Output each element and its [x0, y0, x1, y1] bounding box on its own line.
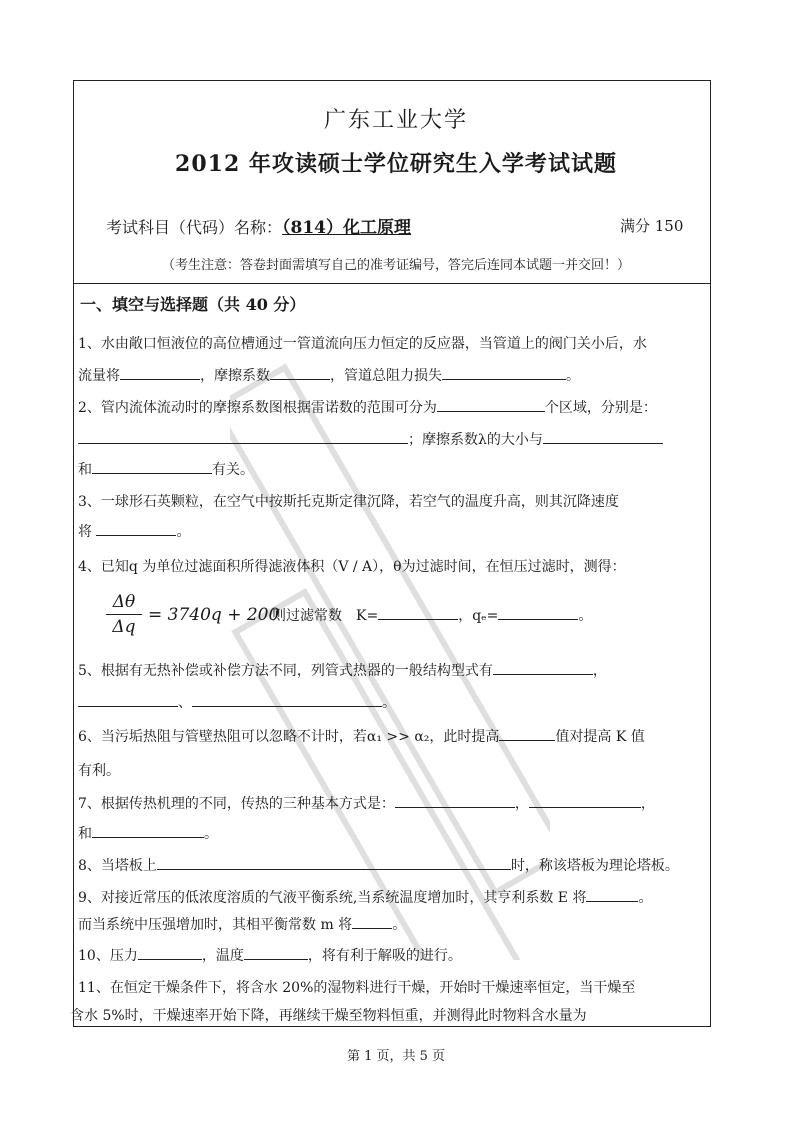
q1-text-d: 。	[566, 368, 580, 384]
q7-text-b: ，	[514, 796, 529, 812]
section-title: 一、填空与选择题（共 40 分）	[80, 295, 306, 314]
q4-line-1: 4、已知q 为单位过滤面积所得滤液体积（V / A），θ为过滤时间，在恒压过滤时，测得：	[78, 559, 626, 575]
q4-blank-qe[interactable]	[498, 605, 578, 620]
q2-blank-factor-2[interactable]	[92, 459, 212, 474]
q2-line-2	[78, 429, 663, 449]
subject-line	[106, 213, 411, 238]
q8-line	[78, 855, 679, 875]
q4-fraction-bar	[106, 614, 142, 615]
q7-blank-2[interactable]	[529, 793, 641, 808]
full-score: 满分 150	[620, 217, 684, 235]
q2-text-a: 2、管内流体流动时的摩擦系数图根据雷诺数的范围可分为	[78, 400, 437, 416]
q10-text-c: ，将有利于解吸的进行。	[307, 948, 462, 964]
q9-line-2	[78, 914, 406, 934]
q1-blank-friction[interactable]	[270, 365, 330, 380]
q7-blank-1[interactable]	[395, 793, 515, 808]
header-divider	[73, 283, 711, 284]
q1-text-b: ，摩擦系数	[200, 368, 270, 384]
q5-blank-1[interactable]	[493, 660, 593, 675]
q3-blank-velocity[interactable]	[96, 521, 176, 536]
subject-name: （814）化工原理	[282, 218, 412, 238]
q1-blank-loss[interactable]	[442, 365, 566, 380]
q3-line-1: 3、一球形石英颗粒，在空气中按斯托克斯定律沉降，若空气的温度升高，则其沉降速度	[78, 494, 619, 510]
q2-blank-factor-1[interactable]	[543, 429, 663, 444]
q10-text-a: 10、压力	[78, 948, 138, 964]
q1-text-a: 流量将	[78, 368, 120, 384]
university-name: 广东工业大学	[323, 108, 468, 133]
q6-line-2: 有利。	[78, 763, 120, 779]
q9-blank-e[interactable]	[586, 887, 638, 902]
q4-text-k: 则过滤常数 K=	[272, 608, 379, 624]
q4-denominator: Δq	[112, 617, 136, 637]
q8-text-b: 时，称该塔板为理论塔板。	[510, 858, 679, 874]
q1-text-c: ，管道总阻力损失	[330, 368, 442, 384]
q4-line-2	[272, 605, 592, 625]
q4-text-qe: ，qₑ=	[458, 608, 499, 624]
q8-blank[interactable]	[157, 855, 511, 870]
q2-blank-regions[interactable]	[78, 429, 408, 444]
q5-blank-3[interactable]	[192, 692, 382, 707]
q5-blank-2[interactable]	[78, 692, 178, 707]
q11-line-2: 含水 5%时，干燥速率开始下降，再继续干燥至物料恒重，并测得此时物料含水量为	[70, 1008, 587, 1024]
q6-line-1	[78, 726, 645, 746]
q5-text-d: 。	[382, 695, 396, 711]
q2-line-3	[78, 459, 254, 479]
q2-text-b: 个区域，分别是：	[544, 400, 657, 416]
q2-line-1	[78, 397, 657, 417]
q10-text-b: ，温度	[201, 948, 244, 964]
q5-line-2	[78, 692, 396, 712]
q1-line-1: 1、水由敞口恒液位的高位槽通过一管道流向压力恒定的反应器，当管道上的阀门关小后，水	[78, 336, 647, 352]
q11-line-1: 11、在恒定干燥条件下，将含水 20%的湿物料进行干燥，开始时干燥速率恒定，当干燥至	[78, 980, 636, 996]
q9-line-1	[78, 887, 652, 907]
q7-line-2	[78, 823, 218, 843]
q7-text-c: ，	[640, 796, 655, 812]
q7-text-d: 和	[78, 826, 92, 842]
q4-fraction	[106, 592, 142, 637]
q9-text-d: 。	[392, 917, 407, 933]
subject-label: 考试科目（代码）名称：	[106, 218, 283, 237]
q5-text-a: 5、根据有无热补偿或补偿方法不同，列管式热器的一般结构型式有	[78, 663, 493, 679]
q7-text-e: 。	[204, 826, 218, 842]
q6-text-b: 值对提高 K 值	[555, 729, 645, 745]
q2-text-e: 有关。	[212, 462, 254, 478]
q1-blank-flow[interactable]	[120, 365, 200, 380]
q3-line-2	[78, 521, 190, 541]
q2-text-c: ；摩擦系数λ的大小与	[408, 432, 543, 448]
exam-notice: （考生注意：答卷封面需填写自己的准考证编号，答完后连同本试题一并交回！）	[161, 258, 630, 273]
q9-text-b: 。	[638, 890, 653, 906]
q9-text-c: 而当系统中压强增加时，其相平衡常数 m 将	[78, 917, 353, 933]
q9-blank-m[interactable]	[352, 914, 392, 929]
q5-text-b: ，	[592, 663, 607, 679]
q10-blank-temperature[interactable]	[244, 945, 308, 960]
q10-blank-pressure[interactable]	[138, 945, 202, 960]
q8-text-a: 8、当塔板上	[78, 858, 157, 874]
exam-title: 2012 年攻读硕士学位研究生入学考试试题	[175, 151, 617, 177]
q5-line-1	[78, 660, 607, 680]
q3-text-b: 。	[176, 524, 191, 540]
q10-line	[78, 945, 462, 965]
page-number: 第 1 页，共 5 页	[346, 1049, 446, 1064]
q7-blank-3[interactable]	[92, 823, 204, 838]
q6-blank-value[interactable]	[499, 726, 555, 741]
q1-line-2	[78, 365, 580, 385]
q4-numerator: Δθ	[112, 592, 136, 612]
q4-equation: = 3740q + 200	[148, 605, 280, 625]
q5-text-c: 、	[178, 695, 192, 711]
q3-text-a: 将	[78, 524, 92, 540]
q4-text-end: 。	[578, 608, 593, 624]
q9-text-a: 9、对接近常压的低浓度溶质的气液平衡系统,当系统温度增加时，其亨利系数 E 将	[78, 890, 587, 906]
q7-text-a: 7、根据传热机理的不同，传热的三种基本方式是：	[78, 796, 395, 812]
q4-blank-k[interactable]	[378, 605, 458, 620]
q2-text-d: 和	[78, 462, 92, 478]
q2-blank-count[interactable]	[437, 397, 545, 412]
q7-line-1	[78, 793, 655, 813]
q6-text-a: 6、当污垢热阻与管壁热阻可以忽略不计时，若α₁ >> α₂，此时提高	[78, 729, 500, 745]
